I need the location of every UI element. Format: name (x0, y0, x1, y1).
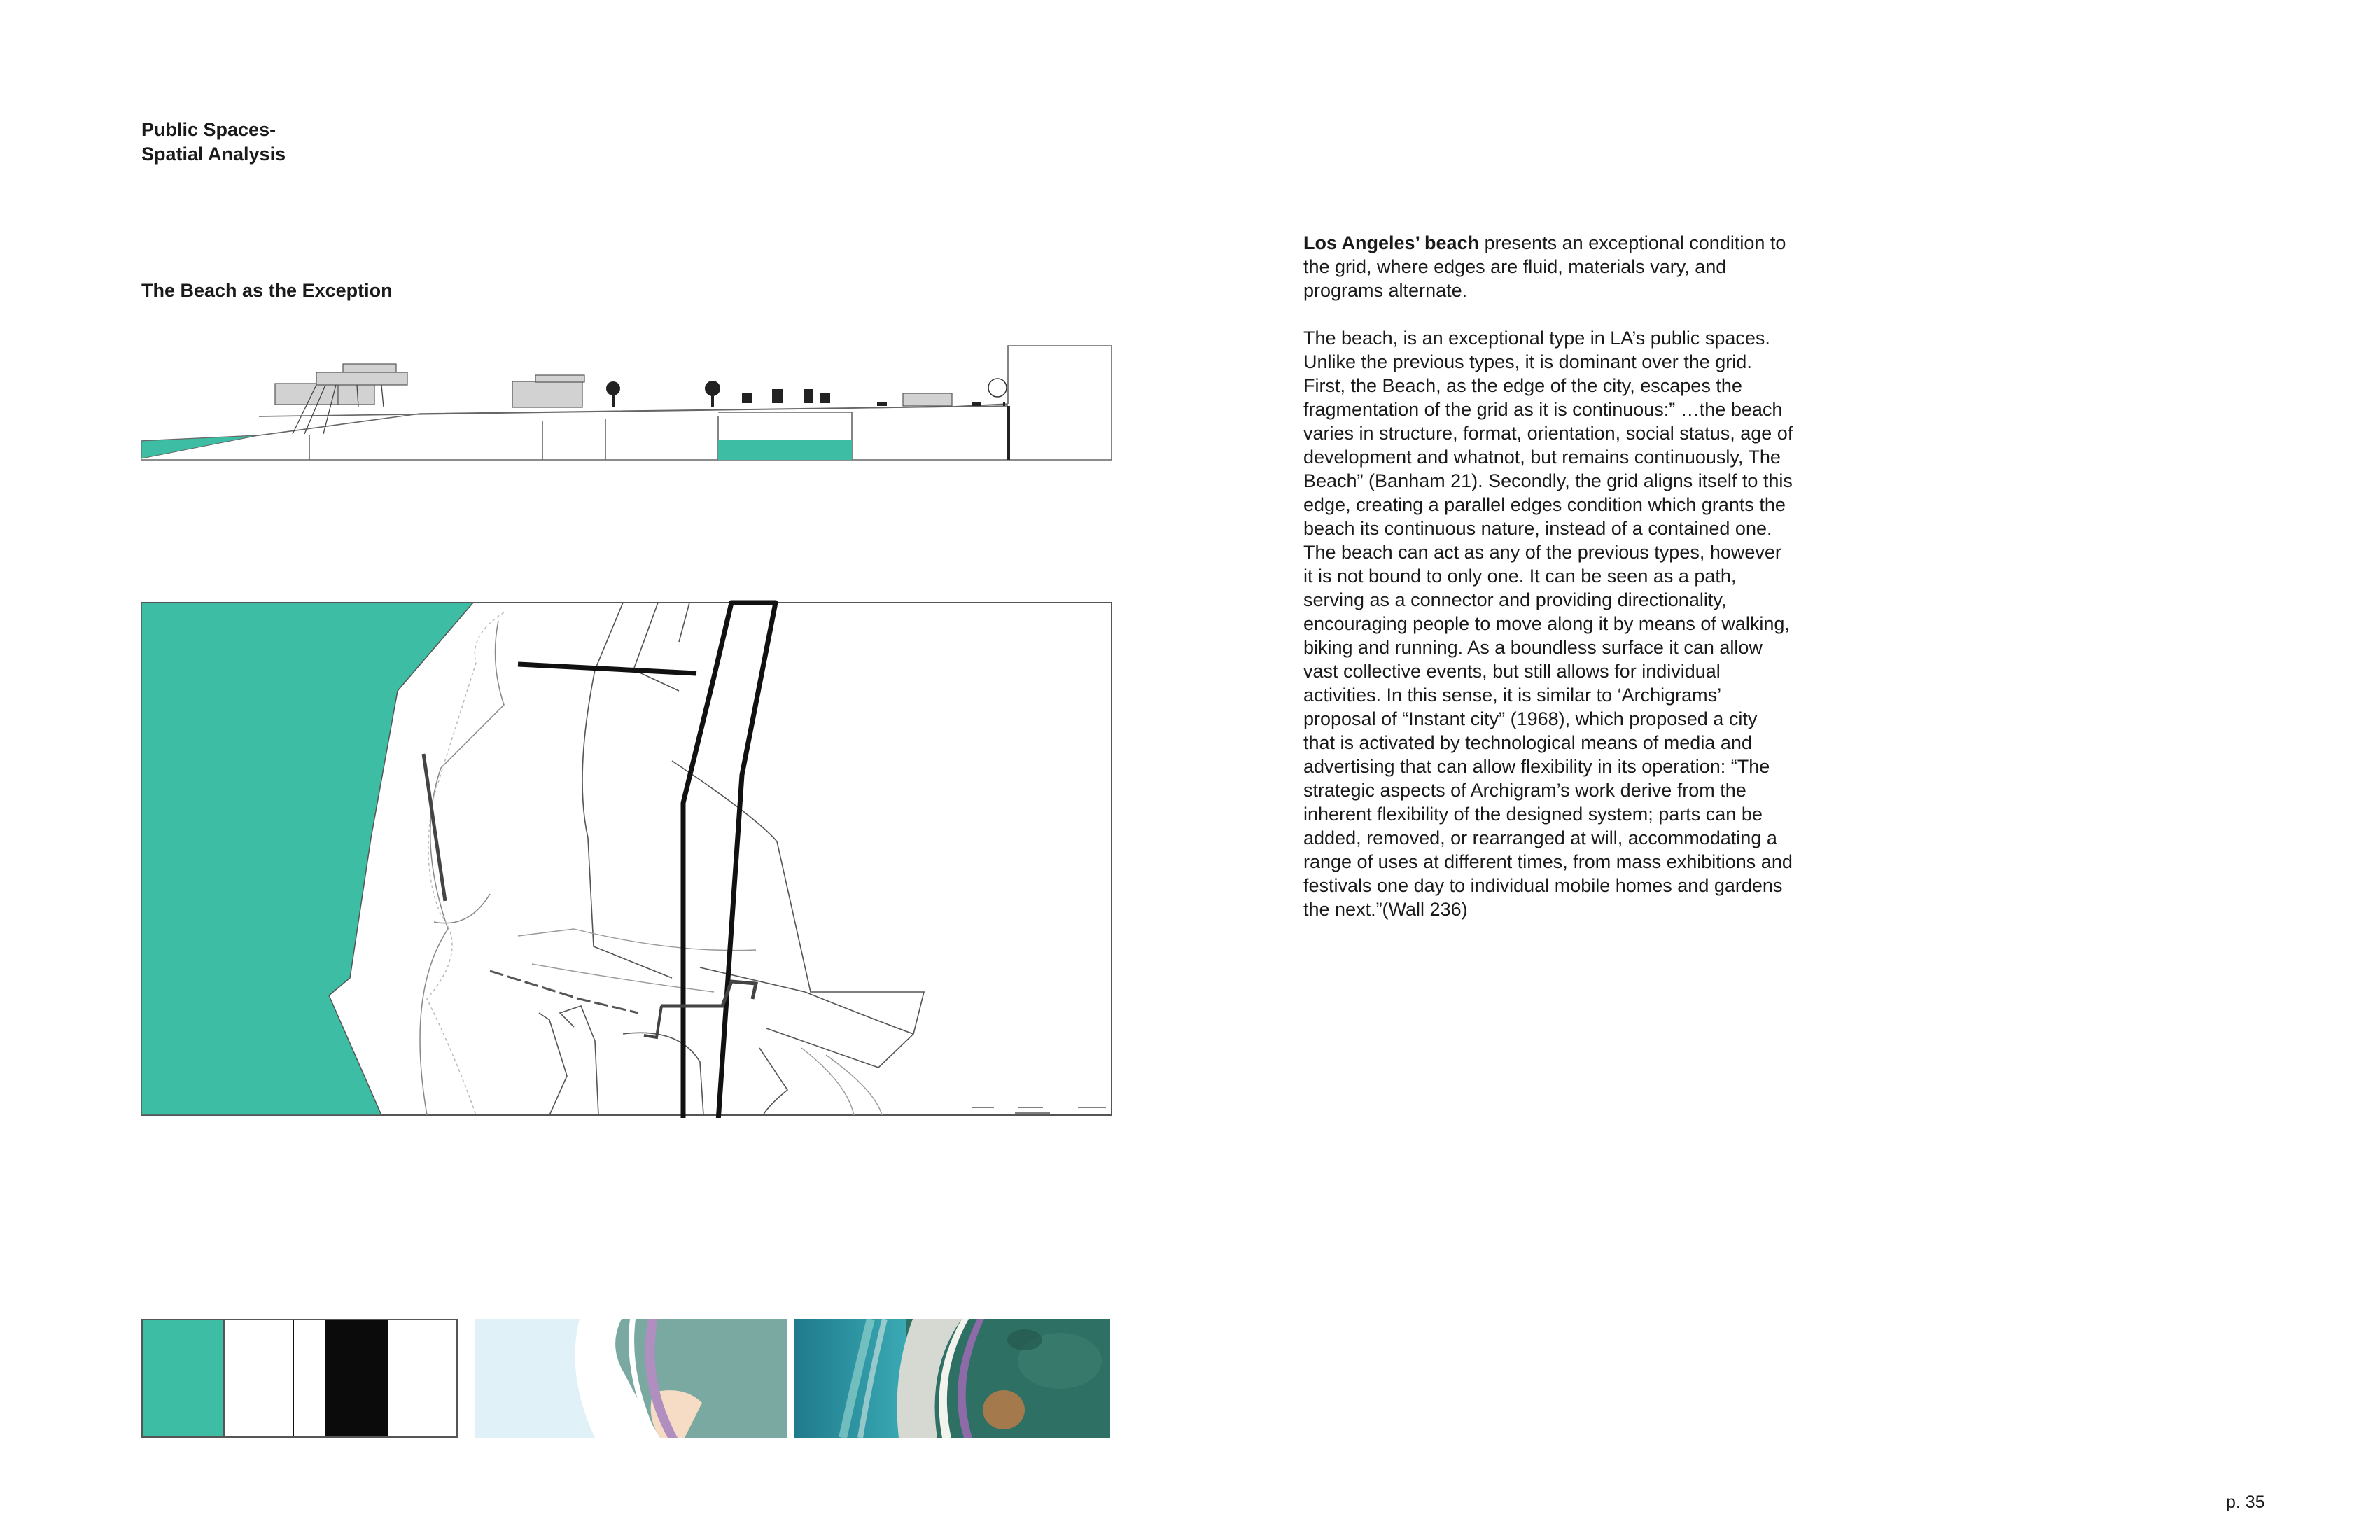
intro-rest: presents an exceptional condition to the grid, where edges are fluid, materials vary, and programs alternate. (1303, 232, 1786, 301)
heading-line-2: Spatial Analysis (141, 144, 286, 164)
ocean-fill (141, 435, 259, 458)
beach-plan-drawing (140, 600, 1113, 1118)
beach-section-drawing (140, 329, 1113, 462)
body-text (1303, 231, 1793, 921)
page-number: p. 35 (2226, 1492, 2265, 1512)
intro-paragraph (1303, 231, 1793, 302)
main-road (683, 603, 776, 1118)
aerial-photo-swatch (794, 1319, 1110, 1438)
section-subheading: The Beach as the Exception (141, 280, 393, 301)
ocean-area (141, 603, 473, 1115)
abstract-diagram-swatch (475, 1319, 787, 1438)
intro-bold-phrase: Los Angeles’ beach (1303, 232, 1480, 253)
material-palette-swatch (141, 1319, 458, 1438)
beach-zone-fill (718, 440, 852, 460)
page-heading (141, 118, 491, 167)
main-paragraph: The beach, is an exceptional type in LA’s public spaces. Unlike the previous types, it is dominant over the grid. First, the Beach, as the edge of the city, escapes the fragmentation of the grid as it is continuous:” …the beach varies in structure, format, orientation, social status, age of development and whatnot, but remains continuously, The Beach” (Banham 21). Secondly, the grid aligns itself to this edge, creating a parallel edges condition which grants the beach its continuous nature, instead of a contained one. The beach can act as any of the previous types, however it is not bound to only one. It can be seen as a path, serving as a connector and providing directionality, encouraging people to move along it by means of walking, biking and running. As a boundless surface it can allow vast collective events, but still allows for individual activities. In this sense, it is similar to ‘Archigrams’ proposal of “Instant city” (1968), which proposed a city that is activated by technological means of media and advertising that can allow flexibility in its operation: “The strategic aspects of Archigram’s work derive from the inherent flexibility of the designed system; parts can be added, removed, or rearranged at will, accommodating a range of uses at different times, from mass exhibitions and festivals one day to individual mobile homes and gardens the next.”(Wall 236) (1303, 328, 1793, 920)
heading-line-1: Public Spaces- (141, 119, 276, 140)
